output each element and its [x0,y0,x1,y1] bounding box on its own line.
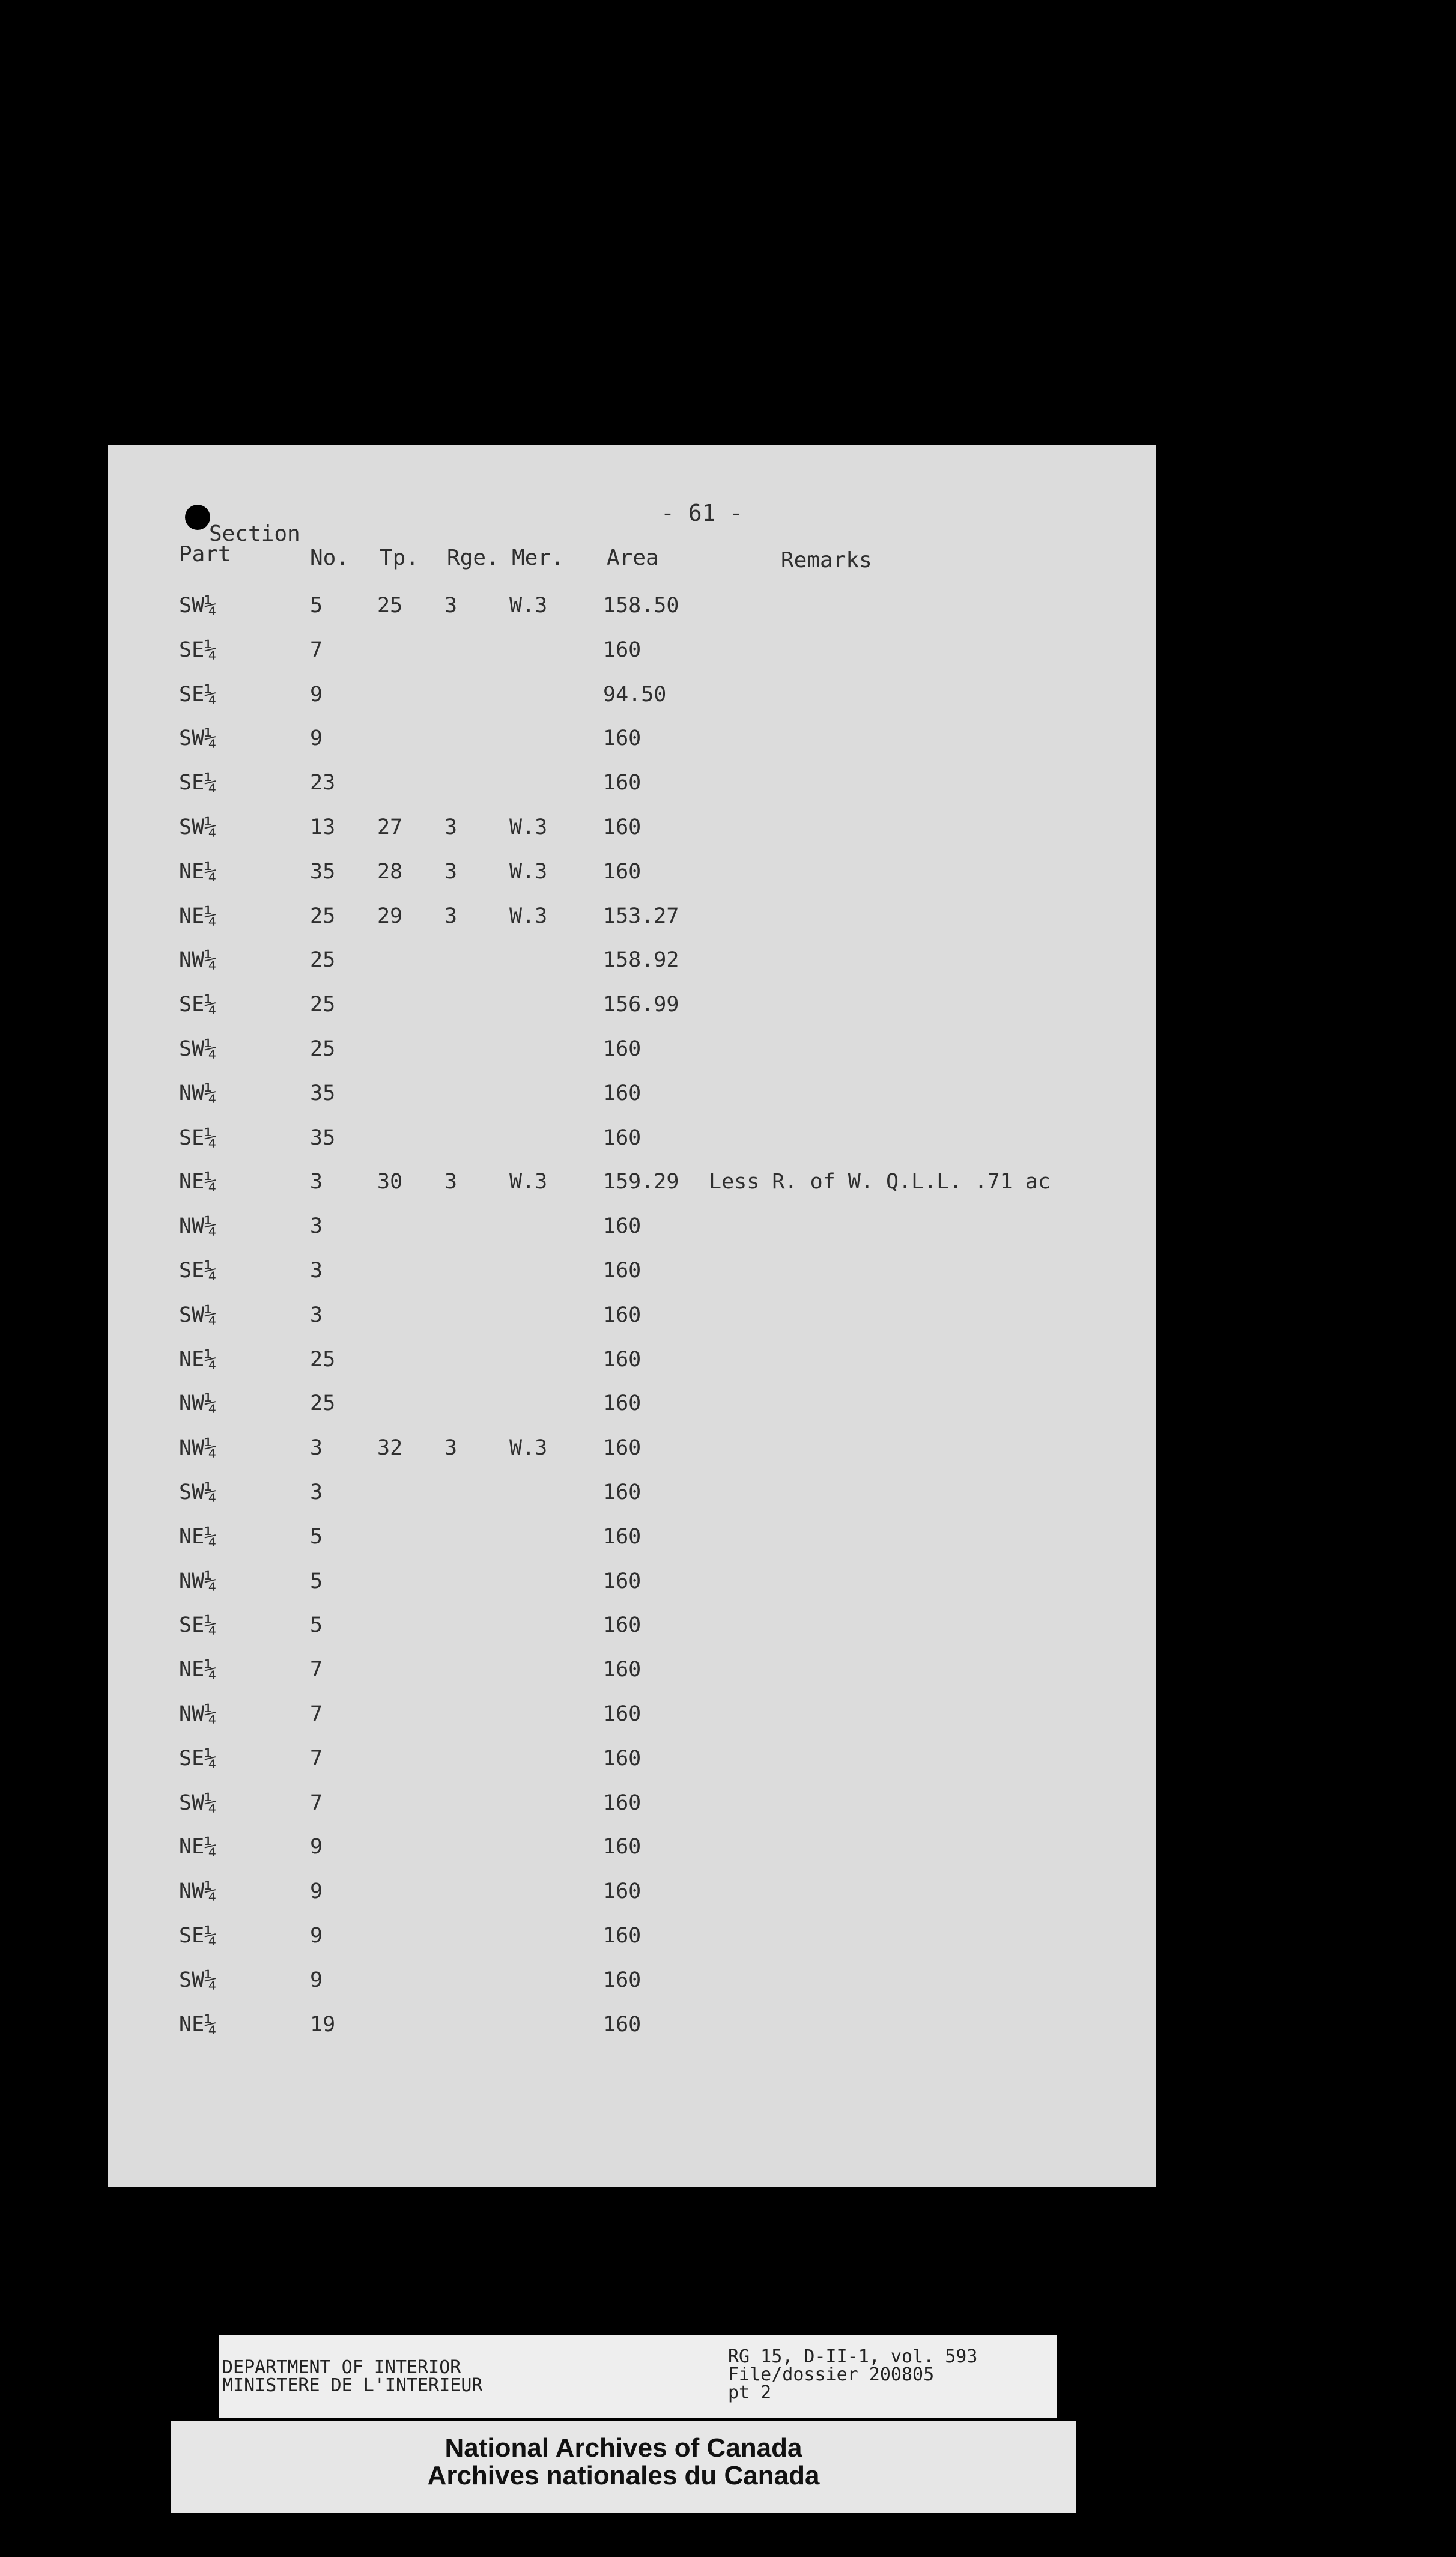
cell-part: NE¼ [179,859,217,884]
cell-part: SW¼ [179,1790,217,1815]
cell-part: NE¼ [179,1658,217,1682]
header-no: No. [310,546,350,570]
table-row [108,1436,1156,1472]
cell-area: 160 [603,1081,642,1105]
document-page [108,445,1156,2187]
cell-no: 25 [310,904,336,928]
cell-area: 160 [603,1303,642,1327]
cell-no: 9 [310,1924,323,1948]
table-row [108,1613,1156,1649]
table-row [108,1303,1156,1339]
table-row [108,1702,1156,1738]
cell-part: NW¼ [179,1879,217,1904]
cell-rge: 3 [444,1436,458,1461]
cell-no: 7 [310,1702,323,1726]
cell-area: 160 [603,1924,642,1948]
cell-no: 7 [310,637,323,662]
cell-part: SE¼ [179,1259,217,1283]
table-row [108,1170,1156,1206]
cell-part: NW¼ [179,1391,217,1416]
cell-area: 94.50 [603,682,667,707]
cell-area: 160 [603,1968,642,1992]
table-row [108,683,1156,719]
cell-rge: 3 [444,904,458,928]
cell-part: SW¼ [179,1480,217,1504]
cell-part: NW¼ [179,1436,217,1461]
cell-no: 5 [310,594,323,618]
cell-area: 160 [603,1879,642,1904]
table-row [108,2013,1156,2049]
cell-area: 160 [603,1037,642,1061]
cell-part: NE¼ [179,1835,217,1859]
cell-part: SW¼ [179,1303,217,1327]
table-row [108,726,1156,762]
cell-area: 153.27 [603,904,679,928]
cell-no: 7 [310,1658,323,1682]
ink-blot [185,505,210,530]
cell-no: 25 [310,1037,336,1061]
table-row [108,1037,1156,1073]
header-part: Part [179,542,231,567]
cell-no: 25 [310,948,336,973]
cell-tp: 30 [377,1170,403,1194]
table-row [108,904,1156,940]
cell-part: NW¼ [179,1081,217,1105]
table-row [108,1525,1156,1561]
cell-tp: 32 [377,1436,403,1461]
table-row [108,1259,1156,1295]
cell-part: SW¼ [179,1968,217,1992]
table-row [108,1081,1156,1117]
cell-no: 25 [310,993,336,1017]
cell-no: 7 [310,1746,323,1771]
cell-part: SE¼ [179,682,217,707]
cell-no: 35 [310,859,336,884]
archives-banner [171,2421,1076,2513]
cell-part: SW¼ [179,815,217,839]
cell-part: SE¼ [179,1613,217,1638]
cell-area: 160 [603,1480,642,1504]
page-number: - 61 - [661,500,744,526]
table-row [108,948,1156,984]
cell-no: 35 [310,1125,336,1150]
reference-line-1: RG 15, D-II-1, vol. 593 [728,2346,978,2367]
cell-part: SE¼ [179,1924,217,1948]
cell-area: 160 [603,1214,642,1239]
cell-mer: W.3 [509,594,548,618]
cell-no: 19 [310,2012,336,2037]
cell-tp: 27 [377,815,403,839]
cell-part: NE¼ [179,1347,217,1372]
cell-area: 160 [603,1347,642,1372]
table-row [108,1968,1156,2004]
header-section: Section [209,521,300,546]
reference-line-2: File/dossier 200805 [728,2364,935,2385]
cell-no: 5 [310,1569,323,1593]
cell-no: 5 [310,1524,323,1549]
cell-area: 160 [603,1436,642,1461]
cell-part: SW¼ [179,594,217,618]
cell-area: 160 [603,2012,642,2037]
header-remarks: Remarks [781,548,872,573]
cell-area: 160 [603,1613,642,1638]
table-row [108,1791,1156,1827]
header-tp: Tp. [380,546,419,570]
cell-part: NE¼ [179,904,217,928]
header-area: Area [607,546,659,570]
cell-no: 35 [310,1081,336,1105]
cell-part: NE¼ [179,2012,217,2037]
cell-part: NW¼ [179,948,217,973]
table-row [108,1924,1156,1960]
cell-rge: 3 [444,594,458,618]
cell-area: 160 [603,1524,642,1549]
table-row [108,771,1156,807]
cell-rge: 3 [444,859,458,884]
cell-no: 13 [310,815,336,839]
header-mer: Mer. [512,546,564,570]
archives-name-french: Archives nationales du Canada [427,2461,820,2490]
cell-mer: W.3 [509,904,548,928]
cell-mer: W.3 [509,1436,548,1461]
table-row [108,1747,1156,1783]
cell-area: 160 [603,1790,642,1815]
department-line-1: DEPARTMENT OF INTERIOR [222,2357,461,2378]
department-line-2: MINISTERE DE L'INTERIEUR [222,2375,483,2396]
cell-area: 160 [603,726,642,751]
cell-no: 3 [310,1480,323,1504]
cell-no: 9 [310,1879,323,1904]
table-row [108,1569,1156,1605]
cell-part: NW¼ [179,1702,217,1726]
cell-mer: W.3 [509,859,548,884]
cell-rge: 3 [444,1170,458,1194]
header-rge: Rge. [447,546,499,570]
table-row [108,638,1156,674]
cell-no: 7 [310,1790,323,1815]
cell-remarks: Less R. of W. Q.L.L. .71 ac [709,1170,1051,1194]
cell-area: 160 [603,859,642,884]
cell-area: 160 [603,1746,642,1771]
cell-part: SE¼ [179,1746,217,1771]
department-name [222,2359,482,2395]
cell-tp: 25 [377,594,403,618]
cell-area: 160 [603,1569,642,1593]
cell-area: 158.92 [603,948,679,973]
cell-area: 160 [603,1125,642,1150]
cell-part: SE¼ [179,771,217,795]
cell-no: 3 [310,1259,323,1283]
cell-mer: W.3 [509,815,548,839]
cell-no: 3 [310,1303,323,1327]
cell-no: 9 [310,726,323,751]
cell-no: 3 [310,1170,323,1194]
table-row [108,1658,1156,1694]
cell-part: SE¼ [179,1125,217,1150]
table-row [108,594,1156,630]
cell-area: 160 [603,1259,642,1283]
cell-part: NE¼ [179,1524,217,1549]
cell-part: SW¼ [179,1037,217,1061]
table-row [108,815,1156,851]
cell-rge: 3 [444,815,458,839]
cell-area: 160 [603,1658,642,1682]
archive-reference-label [219,2335,1057,2418]
table-row [108,1214,1156,1250]
cell-part: NE¼ [179,1170,217,1194]
cell-area: 160 [603,637,642,662]
cell-area: 156.99 [603,993,679,1017]
table-row [108,1879,1156,1915]
table-row [108,860,1156,896]
cell-no: 9 [310,1835,323,1859]
cell-area: 159.29 [603,1170,679,1194]
cell-area: 160 [603,1391,642,1416]
cell-no: 3 [310,1214,323,1239]
table-row [108,993,1156,1029]
archives-name-english: National Archives of Canada [444,2433,802,2463]
table-row [108,1348,1156,1384]
cell-part: NW¼ [179,1569,217,1593]
cell-no: 25 [310,1391,336,1416]
cell-part: NW¼ [179,1214,217,1239]
cell-area: 160 [603,1835,642,1859]
cell-tp: 28 [377,859,403,884]
cell-mer: W.3 [509,1170,548,1194]
cell-no: 25 [310,1347,336,1372]
cell-part: SE¼ [179,637,217,662]
file-reference [728,2348,977,2402]
cell-area: 160 [603,1702,642,1726]
cell-no: 3 [310,1436,323,1461]
cell-area: 160 [603,771,642,795]
cell-part: SW¼ [179,726,217,751]
cell-no: 9 [310,1968,323,1992]
table-row [108,1835,1156,1871]
cell-area: 158.50 [603,594,679,618]
cell-part: SE¼ [179,993,217,1017]
cell-area: 160 [603,815,642,839]
cell-no: 23 [310,771,336,795]
reference-line-3: pt 2 [728,2382,772,2403]
table-row [108,1391,1156,1427]
cell-tp: 29 [377,904,403,928]
cell-no: 9 [310,682,323,707]
table-row [108,1480,1156,1516]
table-row [108,1126,1156,1162]
cell-no: 5 [310,1613,323,1638]
